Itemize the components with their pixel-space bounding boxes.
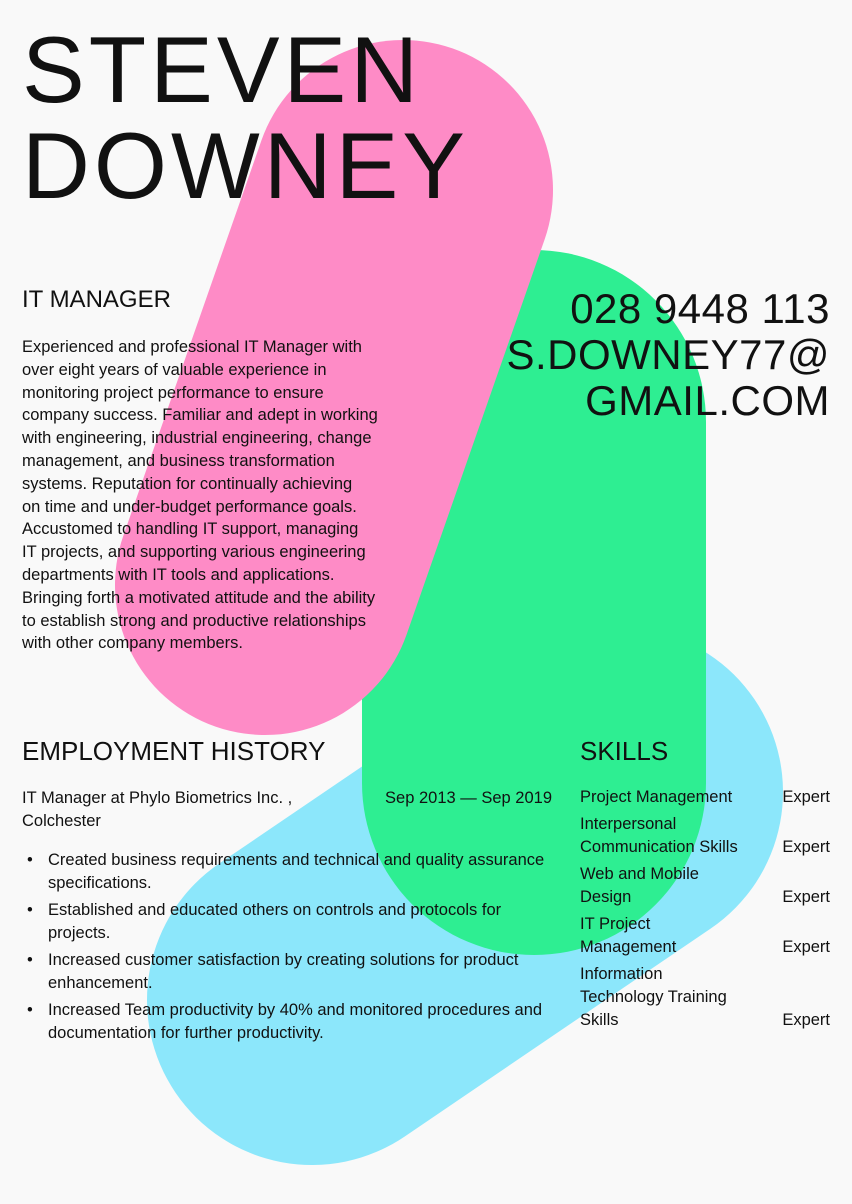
summary-line: company success. Familiar and adept in working: [22, 406, 378, 425]
skill-level: Expert: [782, 938, 830, 956]
skill-level: Expert: [782, 1011, 830, 1029]
bullet-item: • Created business requirements and technical and quality assurance specifications.: [22, 849, 557, 895]
skill-level: Expert: [782, 888, 830, 906]
skill-item: [580, 786, 830, 809]
summary-line: with other company members.: [22, 634, 244, 653]
summary-line: on time and under-budget performance goals.: [22, 497, 357, 516]
skill-name: Web and Mobile Design: [580, 865, 699, 906]
job-bullets: [22, 849, 557, 1049]
employment-heading: EMPLOYMENT HISTORY: [22, 736, 326, 766]
job-location: Colchester: [22, 812, 101, 830]
job-title: IT MANAGER: [22, 286, 171, 313]
bullet-item: • Increased customer satisfaction by creating solutions for product enhancement.: [22, 949, 557, 995]
summary-line: departments with IT tools and applications.: [22, 565, 335, 584]
summary-line: systems. Reputation for continually achieving: [22, 474, 353, 493]
summary: [22, 336, 378, 655]
skills-heading: SKILLS: [580, 736, 669, 766]
job-dates: Sep 2013 — Sep 2019: [385, 789, 552, 807]
summary-line: over eight years of valuable experience in: [22, 360, 327, 379]
skill-name: Interpersonal Communication Skills: [580, 815, 738, 856]
summary-line: management, and business transformation: [22, 451, 335, 470]
skill-item: [580, 963, 830, 1032]
summary-line: Bringing forth a motivated attitude and the ability: [22, 588, 376, 607]
phone-number[interactable]: 028 9448 113: [570, 285, 830, 332]
skill-level: Expert: [782, 838, 830, 856]
bullet-item: • Established and educated others on controls and protocols for projects.: [22, 899, 557, 945]
job-position: IT Manager at Phylo Biometrics Inc. ,: [22, 789, 293, 807]
summary-line: IT projects, and supporting various engineering: [22, 543, 366, 562]
skill-name: Project Management: [580, 788, 733, 806]
job-entry: [22, 787, 552, 833]
summary-line: to establish strong and productive relationships: [22, 611, 366, 630]
candidate-name: [22, 17, 469, 218]
skill-name: IT Project Management: [580, 915, 677, 956]
summary-line: Experienced and professional IT Manager with: [22, 338, 362, 356]
first-name: STEVEN: [22, 17, 423, 122]
skill-name: Information Technology Training Skills: [580, 965, 727, 1029]
skills-list: [580, 786, 830, 1036]
skill-item: [580, 863, 830, 909]
contact-info: [506, 286, 830, 424]
last-name: DOWNEY: [22, 113, 469, 218]
skill-item: [580, 813, 830, 859]
summary-line: with engineering, industrial engineering, change: [22, 429, 372, 448]
email-line-1[interactable]: S.DOWNEY77@: [506, 331, 830, 378]
summary-line: Accustomed to handling IT support, managing: [22, 520, 359, 539]
email-line-2[interactable]: GMAIL.COM: [585, 377, 830, 424]
skill-item: [580, 913, 830, 959]
bullet-item: • Increased Team productivity by 40% and monitored procedures and documentation for further productivity.: [22, 999, 557, 1045]
summary-line: monitoring project performance to ensure: [22, 383, 324, 402]
skill-level: Expert: [782, 788, 830, 806]
